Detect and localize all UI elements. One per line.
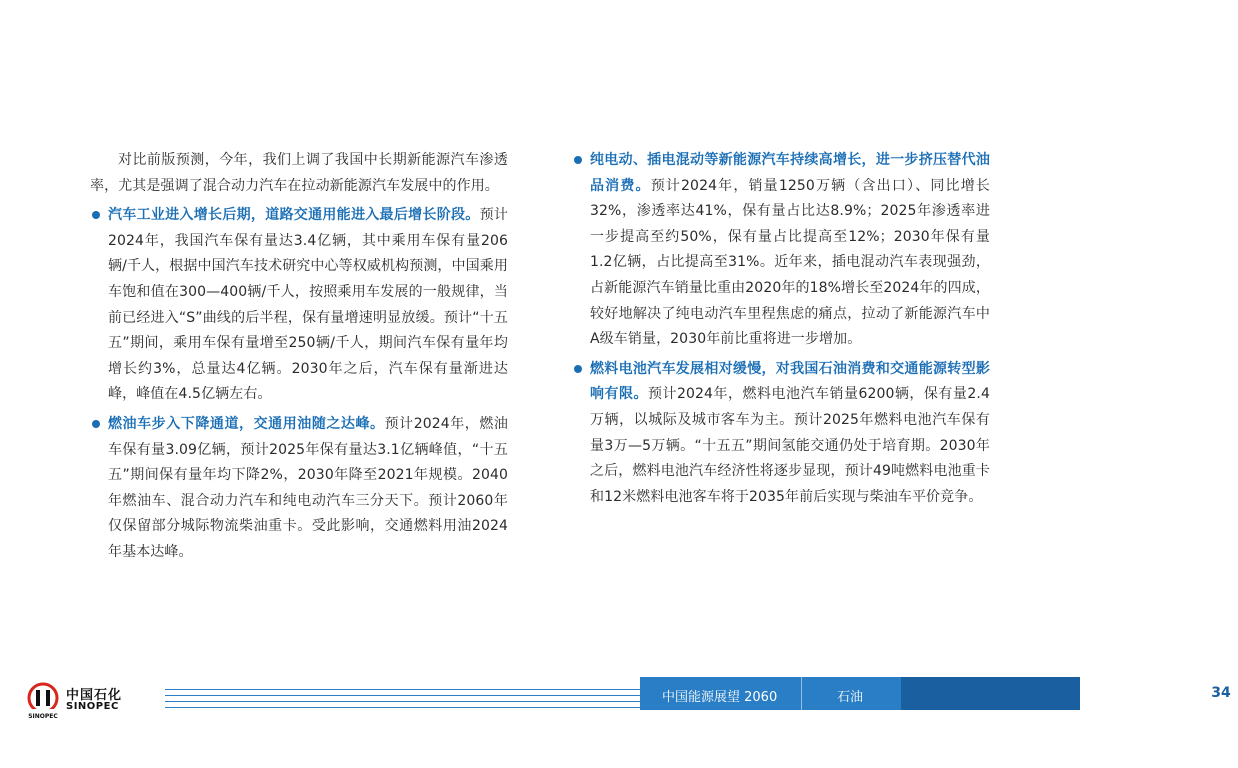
footer-band	[640, 677, 1231, 710]
bullet-dot-icon	[574, 365, 582, 373]
footer-rule-lines	[165, 689, 640, 713]
bullet-heading: 燃油车步入下降通道，交通用油随之达峰。	[108, 415, 385, 432]
logo-mark-text: SINOPEC	[28, 713, 58, 720]
bullet-dot-icon	[574, 156, 582, 164]
footer-rule	[165, 695, 640, 696]
bullet-body: 预计2024年，燃料电池汽车销量6200辆，保有量2.4万辆，以城际及城市客车为主。预计2025年燃料电池汽车保有量3万—5万辆。“十五五”期间氢能交通仍处于培育期。2030年之后，燃料电池汽车经济性将逐步显现，预计49吨燃料电池重卡和12米燃料电池客车将于2035年前后实现与柴油车平价竞争。	[590, 386, 990, 505]
footer-rule	[165, 701, 640, 702]
publication-title: 中国能源展望 2060	[662, 690, 778, 705]
footer-rule	[165, 707, 640, 708]
bullet-dot-icon	[92, 211, 100, 219]
logo-text-cn: 中国石化	[66, 688, 123, 703]
bullet-fuel-vehicles	[90, 412, 508, 566]
sinopec-logo-icon	[24, 680, 62, 720]
bullet-body: 预计2024年，燃油车保有量3.09亿辆，预计2025年保有量达3.1亿辆峰值，“十五五”期间保有量年均下降2%，2030年降至2021年规模。2040年燃油车、混合动力汽车和纯电动汽车三分天下。预计2060年仅保留部分城际物流柴油重卡。受此影响，交通燃料用油2024年基本达峰。	[108, 415, 508, 560]
bullet-body: 预计2024年，我国汽车保有量达3.4亿辆，其中乘用车保有量206辆/千人，根据中国汽车技术研究中心等权威机构预测，中国乘用车饱和值在300—400辆/千人，按照乘用车发展的一般规律，当前已经进入“S”曲线的后半程，保有量增速明显放缓。预计“十五五”期间，乘用车保有量增至250辆/千人，期间汽车保有量年均增长约3%，总量达4亿辆。2030年之后，汽车保有量渐进达峰，峰值在4.5亿辆左右。	[108, 207, 508, 403]
left-column	[90, 148, 508, 570]
bullet-dot-icon	[92, 420, 100, 428]
right-column	[572, 148, 990, 514]
page-footer	[0, 672, 1231, 732]
page-number: 34	[1204, 680, 1238, 707]
intro-paragraph: 对比前版预测，今年，我们上调了我国中长期新能源汽车渗透率，尤其是强调了混合动力汽车在拉动新能源汽车发展中的作用。	[90, 152, 508, 194]
bullet-new-energy-vehicles	[572, 148, 990, 353]
section-name: 石油	[837, 690, 864, 705]
footer-rule	[165, 689, 640, 690]
band-divider	[801, 677, 802, 710]
bullet-body: 预计2024年，销量1250万辆（含出口）、同比增长32%，渗透率达41%，保有量占比达8.9%；2025年渗透率进一步提高至约50%，保有量占比提高至12%；2030年保有量1.2亿辆，占比提高至31%。近年来，插电混动汽车表现强劲，占新能源汽车销量比重由2020年的18%增长至2024年的四成，较好地解决了纯电动汽车里程焦虑的痛点，拉动了新能源汽车中A级车销量，2030年前比重将进一步增加。	[590, 177, 990, 348]
page-number-area	[901, 677, 1231, 710]
bullet-heading: 汽车工业进入增长后期，道路交通用能进入最后增长阶段。	[108, 207, 480, 224]
logo-text-en: SINOPEC	[66, 701, 119, 712]
sinopec-logo	[24, 678, 154, 722]
bullet-fuel-cell-vehicles	[572, 357, 990, 511]
bullet-heading: 燃料电池汽车发展相对缓慢，对我国石油消费和交通能源转型影响有限。	[590, 360, 990, 403]
bullet-heading: 纯电动、插电混动等新能源汽车持续高增长，进一步挤压替代油品消费。	[590, 152, 990, 194]
bullet-vehicle-growth	[90, 203, 508, 408]
